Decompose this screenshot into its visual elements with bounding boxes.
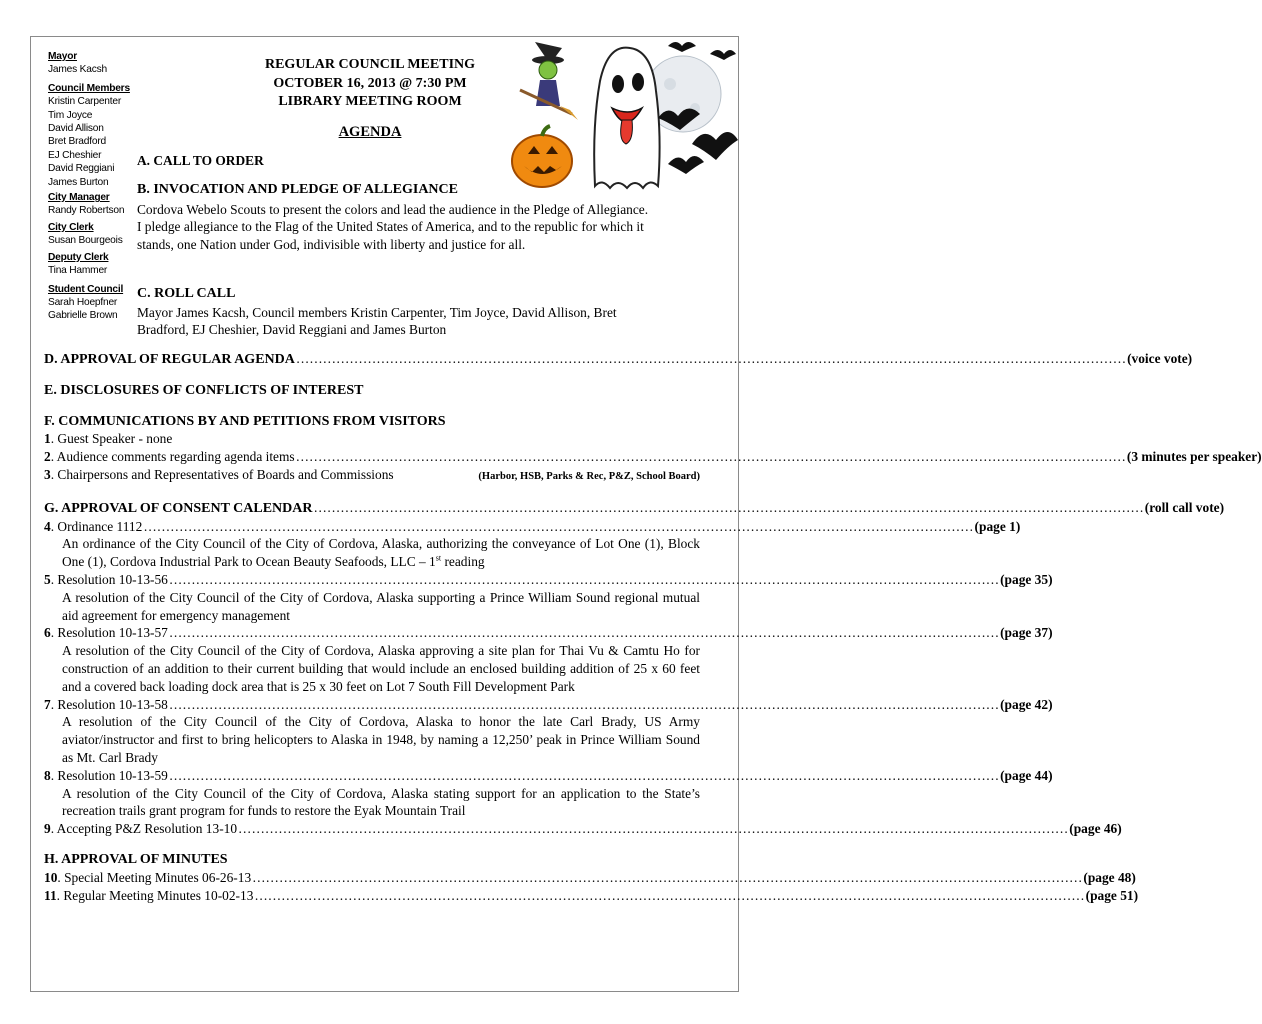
- item-number: 6: [44, 625, 51, 641]
- section-h-heading: H. APPROVAL OF MINUTES: [44, 851, 228, 867]
- sidebar-name: Bret Bradford: [48, 136, 106, 148]
- item-label: . Resolution 10-13-57: [50, 625, 168, 641]
- section-c-heading: C. ROLL CALL: [137, 286, 236, 301]
- agenda-body: [44, 350, 1262, 904]
- item-number: 7: [44, 696, 51, 712]
- item-label: . Resolution 10-13-59: [50, 767, 168, 783]
- section-f-item-1: [44, 430, 700, 448]
- item-number: 4: [44, 518, 51, 534]
- item-label: . Resolution 10-13-56: [50, 571, 168, 587]
- dot-leader: ……………………………………………………………………………………………………………………………………………………………………: [168, 625, 1000, 641]
- sidebar-name: Kristin Carpenter: [48, 96, 122, 108]
- item-note: (Harbor, HSB, Parks & Rec, P&Z, School Board): [478, 470, 700, 482]
- item-number: 1: [44, 431, 51, 447]
- sidebar-heading: City Clerk: [48, 221, 94, 233]
- item-description: A resolution of the City Council of the City of Cordova, Alaska approving a site plan for Thai Vu & Camtu Ho for construction of an addition to their current building that would include an enclosed building addition of 25 x 60 feet and a covered back loading dock area that is 25 x 30 feet on Lot 7 South Fill Development Park: [62, 643, 700, 694]
- item-page: (page 48): [1083, 869, 1136, 885]
- section-b: [137, 181, 657, 253]
- section-b-paragraph-1: Cordova Webelo Scouts to present the colors and lead the audience in the Pledge of Allegiance.: [137, 201, 649, 217]
- section-f-heading: F. COMMUNICATIONS BY AND PETITIONS FROM VISITORS: [44, 413, 446, 429]
- sidebar-manager: [48, 191, 134, 218]
- section-g-heading: G. APPROVAL OF CONSENT CALENDAR: [44, 500, 313, 516]
- section-g-vote: (roll call vote): [1144, 499, 1225, 515]
- agenda-title: AGENDA: [338, 124, 402, 140]
- item-label: . Ordinance 1112: [50, 518, 143, 534]
- sidebar-name: James Burton: [48, 176, 109, 188]
- item-label: . Audience comments regarding agenda items: [50, 449, 295, 465]
- sidebar-clerk: [48, 221, 134, 248]
- section-b-paragraph-2: I pledge allegiance to the Flag of the United States of America, and to the republic for which it stands, one Nation under God, indivisible with liberty and justice for all.: [137, 219, 644, 252]
- sidebar-heading: Deputy Clerk: [48, 251, 109, 263]
- halloween-clipart-icon: [500, 36, 738, 196]
- minutes-item-10: [44, 869, 1136, 887]
- officials-sidebar: [48, 50, 134, 323]
- item-page: (page 35): [1000, 571, 1053, 587]
- section-d-row: [44, 350, 1193, 369]
- sidebar-name: Randy Robertson: [48, 205, 125, 217]
- section-d-heading: D. APPROVAL OF REGULAR AGENDA: [44, 352, 295, 367]
- sidebar-student: [48, 283, 134, 323]
- item-page: (page 37): [1000, 625, 1053, 641]
- item-description: A resolution of the City Council of the City of Cordova, Alaska stating support for an application to the State’s recreation trails grant program for funds to restore the Eyak Mountain Trail: [62, 785, 700, 819]
- item-number: 9: [44, 821, 51, 837]
- sidebar-name: Tim Joyce: [48, 109, 93, 121]
- item-label: . Special Meeting Minutes 06-26-13: [57, 869, 252, 885]
- section-d-vote: (voice vote): [1127, 351, 1193, 366]
- sidebar-mayor: [48, 50, 134, 77]
- sidebar-name: Sarah Hoepfner: [48, 296, 118, 308]
- sidebar-name: Tina Hammer: [48, 265, 108, 277]
- section-e-heading: E. DISCLOSURES OF CONFLICTS OF INTEREST: [44, 382, 364, 398]
- section-f-item-3: [44, 466, 700, 486]
- dot-leader: ……………………………………………………………………………………………………………………………………………………………………: [295, 351, 1127, 366]
- section-a-heading: A. CALL TO ORDER: [137, 153, 264, 168]
- consent-item-5: [44, 571, 1053, 589]
- section-c: [137, 285, 657, 339]
- consent-item-4: [44, 518, 1021, 536]
- sidebar-name: James Kacsh: [48, 64, 107, 76]
- consent-item-6: [44, 624, 1053, 642]
- section-b-heading: B. INVOCATION AND PLEDGE OF ALLEGIANCE: [137, 182, 458, 197]
- item-label: . Regular Meeting Minutes 10-02-13: [56, 887, 254, 903]
- meeting-header: [230, 56, 510, 112]
- section-g-row: [44, 499, 1225, 518]
- item-page: (page 42): [1000, 696, 1053, 712]
- dot-leader: ……………………………………………………………………………………………………………………………………………………………………: [143, 518, 974, 534]
- item-number: 11: [44, 887, 57, 903]
- item-description: A resolution of the City Council of the City of Cordova, Alaska supporting a Prince William Sound regional mutual aid agreement for emergency management: [62, 589, 700, 623]
- item-label: . Chairpersons and Representatives of Boards and Commissions: [50, 466, 394, 482]
- item-page: (page 51): [1085, 887, 1139, 903]
- meeting-location: LIBRARY MEETING ROOM: [278, 94, 462, 109]
- item-number: 5: [44, 571, 51, 587]
- sidebar-name: Gabrielle Brown: [48, 310, 118, 322]
- sidebar-heading: Student Council: [48, 283, 124, 295]
- sidebar-council: [48, 82, 134, 189]
- sidebar-name: Susan Bourgeois: [48, 235, 123, 247]
- sidebar-heading: City Manager: [48, 192, 110, 204]
- item-number: 10: [44, 869, 58, 885]
- item-description: An ordinance of the City Council of the City of Cordova, Alaska, authorizing the conveyance of Lot One (1), Block One (1), Cordova Industrial Park to Ocean Beauty Seafoods, LLC – 1st reading: [62, 536, 700, 570]
- item-page: (page 1): [974, 518, 1021, 534]
- dot-leader: ……………………………………………………………………………………………………………………………………………………………………: [168, 696, 1000, 712]
- item-label: . Accepting P&Z Resolution 13-10: [50, 821, 238, 837]
- dot-leader: ……………………………………………………………………………………………………………………………………………………………………: [168, 571, 1000, 587]
- meeting-datetime: OCTOBER 16, 2013 @ 7:30 PM: [273, 75, 467, 91]
- dot-leader: ……………………………………………………………………………………………………………………………………………………………………: [313, 499, 1144, 515]
- item-number: 8: [44, 767, 51, 783]
- dot-leader: ……………………………………………………………………………………………………………………………………………………………………: [295, 449, 1126, 465]
- sidebar-name: David Allison: [48, 123, 104, 135]
- dot-leader: ……………………………………………………………………………………………………………………………………………………………………: [254, 887, 1085, 903]
- section-f-item-2: [44, 448, 1262, 466]
- sidebar-deputy: [48, 251, 134, 278]
- consent-item-9: [44, 820, 1122, 838]
- item-label: . Guest Speaker - none: [50, 431, 173, 447]
- section-c-paragraph: Mayor James Kacsh, Council members Kristin Carpenter, Tim Joyce, David Allison, Bret Bradford, EJ Cheshier, David Reggiani and James Burton: [137, 304, 617, 337]
- minutes-item-11: [44, 887, 1139, 905]
- sidebar-heading: Council Members: [48, 82, 130, 94]
- dot-leader: ……………………………………………………………………………………………………………………………………………………………………: [238, 821, 1069, 837]
- item-label: . Resolution 10-13-58: [50, 696, 168, 712]
- sidebar-name: EJ Cheshier: [48, 149, 102, 161]
- item-number: 3: [44, 466, 51, 482]
- item-note: (3 minutes per speaker): [1126, 449, 1262, 465]
- dot-leader: ……………………………………………………………………………………………………………………………………………………………………: [168, 767, 1000, 783]
- dot-leader: ……………………………………………………………………………………………………………………………………………………………………: [252, 869, 1083, 885]
- sidebar-name: David Reggiani: [48, 163, 115, 175]
- item-page: (page 44): [1000, 767, 1053, 783]
- item-page: (page 46): [1069, 821, 1122, 837]
- item-number: 2: [44, 449, 51, 465]
- item-description: A resolution of the City Council of the City of Cordova, Alaska to honor the late Carl Brady, US Army aviator/instructor and first to bring helicopters to Alaska in 1948, by naming a 12,250’ peak in Prince William Sound as Mt. Carl Brady: [62, 714, 700, 765]
- sidebar-heading: Mayor: [48, 51, 78, 62]
- consent-item-7: [44, 696, 1053, 714]
- meeting-title: REGULAR COUNCIL MEETING: [264, 57, 476, 72]
- consent-item-8: [44, 767, 1053, 785]
